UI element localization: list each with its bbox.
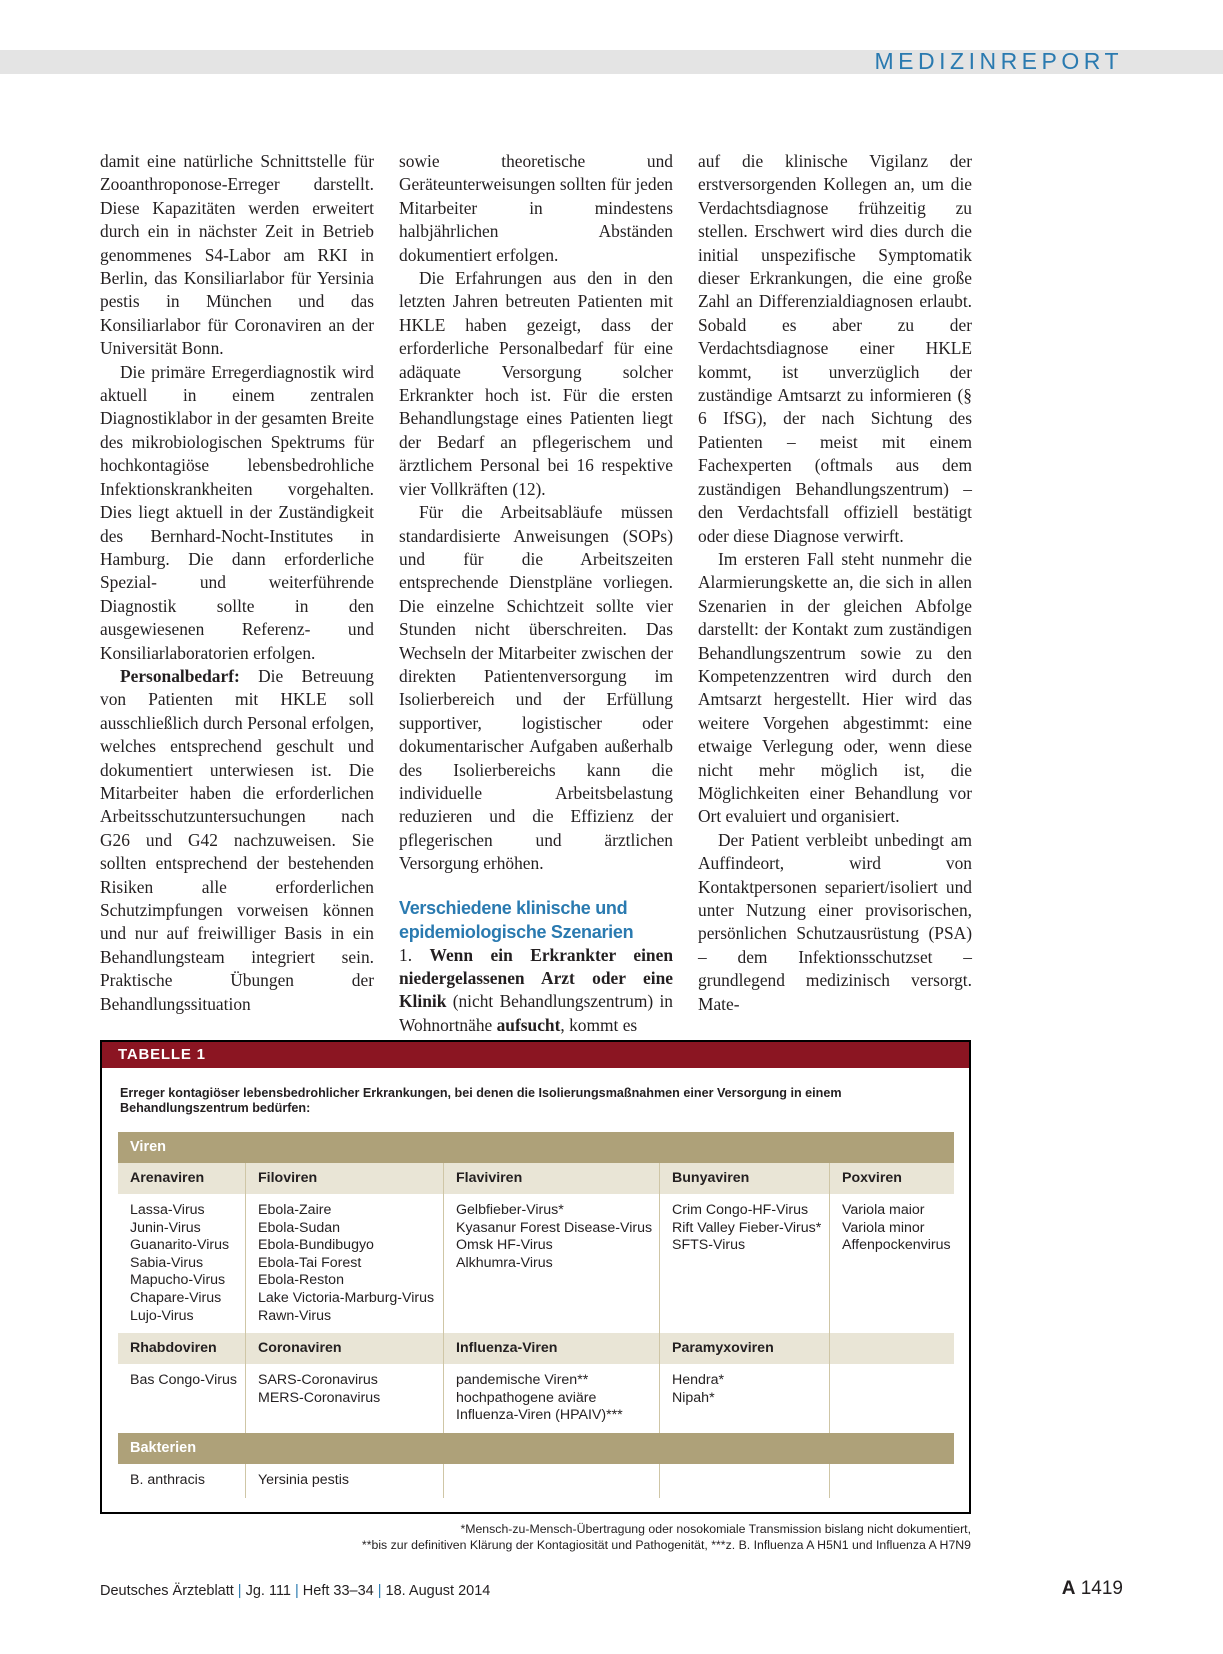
- pathogen-name: SFTS-Virus: [672, 1237, 746, 1254]
- pathogen-name: Kyasanur Forest Disease-Virus: [456, 1219, 653, 1236]
- pathogen-name: Nipah*: [672, 1389, 715, 1406]
- paragraph: Die primäre Erregerdiagnostik wird aktuell in einem zentralen Diagnostiklabor in der gesamten Breite des mikrobiologischen Spektrums für hochkontagiöse lebensbedrohliche Infektionskrankheiten vorgehalten. Dies liegt aktuell in der Zuständigkeit des Bernhard-Nocht-Institutes in Hamburg. Die dann erforderliche Spezial- und weiterführende Diagnostik sollte in den ausgewiesenen Referenz- und Konsiliarlaboratorien erfolgen.: [100, 361, 374, 663]
- paragraph: Die Erfahrungen aus den in den letzten Jahren betreuten Patienten mit HKLE haben gezeigt, dass der erforderliche Personalbedarf für eine adäquate Versorgung solcher Erkrankter hoch ist. Für die ersten Behandlungstage eines Patienten liegt der Bedarf an pflegerischem und ärztlichem Personal bei 16 respektive vier Vollkräften (12).: [399, 268, 673, 499]
- pathogen-name: Sabia-Virus: [130, 1254, 204, 1271]
- pathogen-name: Lake Victoria-Marburg-Virus: [258, 1289, 435, 1306]
- pathogen-name: Affenpockenvirus: [842, 1237, 951, 1254]
- pathogen-name: B. anthracis: [130, 1471, 205, 1488]
- pathogen-name: Variola minor: [842, 1219, 925, 1236]
- table-cell: [830, 1364, 954, 1433]
- pathogen-name: Crim Congo-HF-Virus: [672, 1202, 809, 1218]
- column-header: Paramyxoviren: [660, 1333, 830, 1364]
- text-column-3: [698, 150, 972, 1016]
- paragraph: Im ersteren Fall steht nunmehr die Alarmierungskette an, die sich in allen Szenarien in der gleichen Abfolge darstellt: der Kontakt zum zuständigen Behandlungszentrum sowie zu den Kompetenzzentren wird durch den Amtsarzt hergestellt. Hier wird das weitere Vorgehen abgestimmt: eine etwaige Verlegung oder, wenn diese nicht mehr möglich ist, die Möglichkeiten einer Behandlung vor Ort evaluiert und organisiert.: [698, 548, 972, 827]
- table-cell: [444, 1464, 660, 1498]
- paragraph: damit eine natürliche Schnittstelle für Zooanthroponose-Erreger darstellt. Diese Kapazitäten werden erweitert durch ein in nächster Zeit in Betrieb genommenes S4-Labor am RKI in Berlin, das Konsiliarlabor für Yersinia pestis in München und das Konsiliarlabor für Coronaviren an der Universität Bonn.: [100, 151, 374, 359]
- section-title: MEDIZINREPORT: [874, 48, 1123, 74]
- pathogen-name: Gelbfieber-Virus*: [456, 1202, 564, 1218]
- pathogen-name: Variola maior: [842, 1202, 925, 1218]
- table-cell: [118, 1364, 246, 1433]
- column-header: Filoviren: [246, 1163, 444, 1194]
- pathogen-name: Rawn-Virus: [258, 1307, 332, 1324]
- table-row: [118, 1364, 954, 1433]
- column-header: Flaviviren: [444, 1163, 660, 1194]
- column-header: [830, 1333, 954, 1364]
- column-header: Coronaviren: [246, 1333, 444, 1364]
- column-header: Bunyaviren: [660, 1163, 830, 1194]
- pathogen-name: Ebola-Reston: [258, 1272, 344, 1289]
- pathogen-name: Alkhumra-Virus: [456, 1254, 553, 1271]
- column-header: Arenaviren: [118, 1163, 246, 1194]
- paragraph: Personalbedarf: Die Betreuung von Patienten mit HKLE soll ausschließlich durch Personal erfolgen, welches entsprechend geschult und dokumentiert unterwiesen ist. Die Mitarbeiter haben die erforderlichen Arbeitsschutzuntersuchungen nach G26 und G42 nachzuweisen. Sie sollten entsprechend der bestehenden Risiken alle erforderlichen Schutzimpfungen vorweisen können und nur auf freiwilliger Basis in ein Behandlungsteam integriert sein. Praktische Übungen der Behandlungssituation: [100, 665, 374, 1014]
- pathogen-name: Ebola-Zaire: [258, 1202, 332, 1218]
- pathogen-name: Rift Valley Fieber-Virus*: [672, 1219, 822, 1236]
- scenario-paragraph: 1. Wenn ein Erkrankter einen niedergelassenen Arzt oder eine Klinik (nicht Behandlungszentrum) in Wohnortnähe aufsucht, kommt es: [399, 944, 673, 1035]
- pathogen-name: Junin-Virus: [130, 1219, 201, 1236]
- pathogen-name: Yersinia pestis: [258, 1471, 349, 1488]
- paragraph: auf die klinische Vigilanz der erstversorgenden Kollegen an, um die Verdachtsdiagnose frühzeitig zu stellen. Erschwert wird dies durch die initial unspezifische Symptomatik dieser Erkrankungen, die eine große Zahl an Differenzialdiagnosen erlaubt. Sobald es aber zu der Verdachtsdiagnose einer HKLE kommt, ist unverzüglich der zuständige Amtsarzt zu informieren (§ 6 IfSG), der nach Sichtung des Patienten – meist mit einem Fachexperten (oftmals aus dem zuständigen Behandlungszentrum) – den Verdachtsfall offiziell bestätigt oder diese Diagnose verwirft.: [698, 151, 972, 546]
- pathogen-name: Lassa-Virus: [130, 1202, 205, 1218]
- text-column-2: [399, 150, 673, 1037]
- subsection-heading: Verschiedene klinische und epidemiologische Szenarien: [399, 897, 634, 942]
- header-row: [118, 1333, 954, 1364]
- table-grid: [118, 1132, 954, 1498]
- band-viren: Viren: [118, 1132, 954, 1163]
- table-cell: [246, 1194, 444, 1333]
- table-cell: [660, 1464, 830, 1498]
- header-row: [118, 1163, 954, 1194]
- pathogen-name: Mapucho-Virus: [130, 1272, 226, 1289]
- pathogen-name: Omsk HF-Virus: [456, 1237, 553, 1254]
- column-header: Poxviren: [842, 1170, 902, 1186]
- pathogen-name: SARS-Coronavirus: [258, 1372, 378, 1389]
- pathogen-name: Ebola-Tai Forest: [258, 1254, 362, 1271]
- table-cell: [118, 1194, 246, 1333]
- column-header: Rhabdoviren: [118, 1333, 246, 1364]
- paragraph: Der Patient verbleibt unbedingt am Auffindeort, wird von Kontaktpersonen separiert/isoliert und unter Nutzung einer provisorischen, persönlichen Schutzausrüstung (PSA) – dem Infektionsschutzset – grundlegend medizinisch versorgt. Mate-: [698, 829, 972, 1014]
- table-cell: [830, 1194, 954, 1333]
- page-number: A 1419: [1061, 1578, 1123, 1599]
- table-cell: [246, 1364, 444, 1433]
- table-row: [118, 1194, 954, 1333]
- journal-footer: Deutsches Ärzteblatt | Jg. 111 | Heft 33–34 | 18. August 2014: [100, 1583, 491, 1599]
- table-footnote: *Mensch-zu-Mensch-Übertragung oder nosokomiale Transmission bislang nicht dokumentiert, **bis zur definitiven Klärung der Kontagiosität und Pathogenität, ***z. B. Influenza A H5N1 und Influenza A H7N9: [361, 1522, 971, 1552]
- table-cell: [444, 1194, 660, 1333]
- table-label: TABELLE 1: [102, 1042, 969, 1068]
- table-cell: [118, 1464, 246, 1498]
- pathogen-name: Ebola-Sudan: [258, 1219, 341, 1236]
- table-caption: Erreger kontagiöser lebensbedrohlicher Erkrankungen, bei denen die Isolierungsmaßnahmen einer Versorgung in einem Behandlungszentrum bedürfen:: [120, 1086, 842, 1115]
- pathogen-name: hochpathogene aviäre: [456, 1389, 597, 1406]
- pathogen-name: MERS-Coronavirus: [258, 1389, 381, 1406]
- band-bakterien: Bakterien: [118, 1433, 954, 1464]
- table-cell: [444, 1364, 660, 1433]
- paragraph: sowie theoretische und Geräteunterweisungen sollten für jeden Mitarbeiter in mindestens halbjährlichen Abständen dokumentiert erfolgen.: [399, 151, 673, 265]
- table-cell: [246, 1464, 444, 1498]
- pathogen-name: Influenza-Viren (HPAIV)***: [456, 1407, 623, 1424]
- paragraph: Für die Arbeitsabläufe müssen standardisierte Anweisungen (SOPs) und für die Arbeitszeiten entsprechende Dienstpläne vorliegen. Die einzelne Schichtzeit sollte vier Stunden nicht überschreiten. Das Wechseln der Mitarbeiter zwischen der direkten Patientenversorgung im Isolierbereich und der Erfüllung supportiver, logistischer oder dokumentarischer Aufgaben außerhalb des Isolierbereichs kann die individuelle Arbeitsbelastung reduzieren und die Effizienz der pflegerischen und ärztlichen Versorgung erhöhen.: [399, 502, 673, 874]
- pathogen-name: pandemische Viren**: [456, 1372, 589, 1389]
- pathogen-name: Bas Congo-Virus: [130, 1372, 237, 1389]
- table-cell: [830, 1464, 954, 1498]
- text-column-1: [100, 150, 374, 1016]
- pathogen-name: Ebola-Bundibugyo: [258, 1237, 374, 1254]
- column-header: Influenza-Viren: [444, 1333, 660, 1364]
- table-row: [118, 1464, 954, 1498]
- table-cell: [660, 1194, 830, 1333]
- table-cell: [660, 1364, 830, 1433]
- table-1: [100, 1040, 971, 1514]
- pathogen-name: Hendra*: [672, 1372, 725, 1389]
- pathogen-name: Chapare-Virus: [130, 1289, 222, 1306]
- pathogen-name: Guanarito-Virus: [130, 1237, 230, 1254]
- pathogen-name: Lujo-Virus: [130, 1307, 194, 1324]
